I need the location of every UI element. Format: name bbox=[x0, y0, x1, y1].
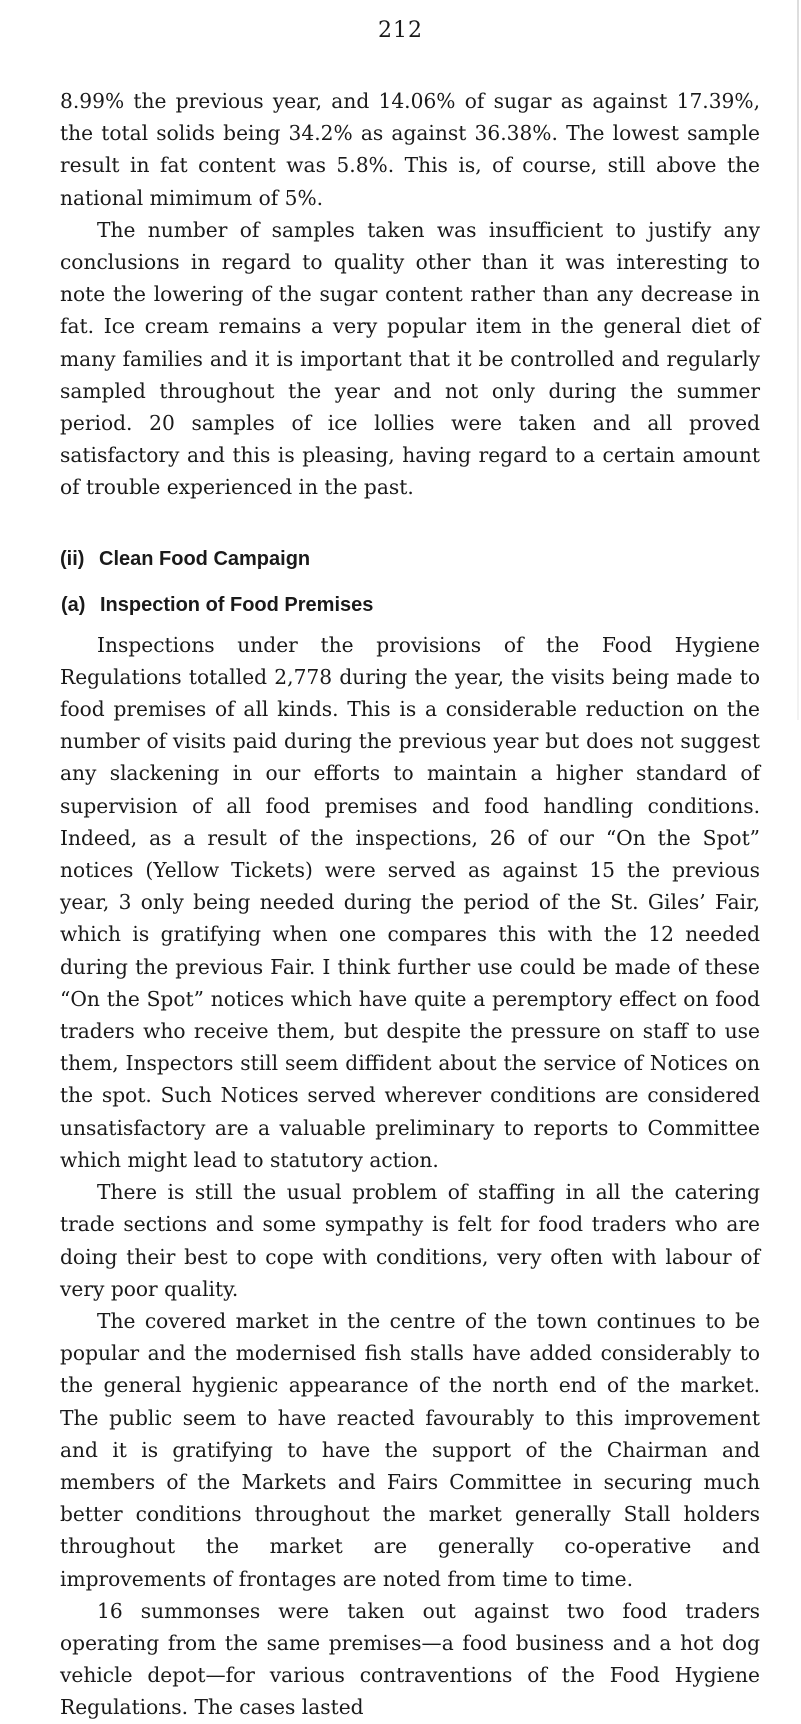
subsection-heading-inspection bbox=[61, 590, 760, 620]
section-heading-clean-food-campaign bbox=[60, 544, 760, 574]
paragraph-staffing: There is still the usual problem of staffing in all the catering trade sections and some sympathy is felt for food traders who are doing their best to cope with conditions, very often with labour of very poor quality. bbox=[60, 1180, 760, 1301]
page-body bbox=[60, 85, 760, 1724]
page-number: 212 bbox=[378, 18, 423, 43]
paragraph-ice-cream-conclusions: The number of samples taken was insufficient to justify any conclusions in regard to quality other than it was interesting to note the lowering of the sugar content rather than any decrease in fat. Ice cream remains a very popular item in the general diet of many families and it is important that it be controlled and regularly sampled throughout the year and not only during the summer period. 20 samples of ice lollies were taken and all proved satisfactory and this is pleasing, having regard to a certain amount of trouble experienced in the past. bbox=[60, 217, 760, 500]
subsection-title: Inspection of Food Premises bbox=[100, 593, 374, 616]
paragraph-summonses: 16 summonses were taken out against two food traders operating from the same premises—a food business and a hot dog vehicle depot—for various contraventions of the Food Hygiene Regulations. The cases lasted bbox=[60, 1598, 760, 1720]
section-number: (ii) bbox=[60, 547, 85, 570]
section-title: Clean Food Campaign bbox=[99, 547, 311, 570]
paragraph-inspections: Inspections under the provisions of the Food Hygiene Regulations totalled 2,778 during the year, the visits being made to food premises of all kinds. This is a considerable reduction on the number of visits paid during the previous year but does not suggest any slackening in our efforts to maintain a higher standard of supervision of all food premises and food handling conditions. Indeed, as a result of the inspections, 26 of our “On the Spot” notices (Yellow Tickets) were served as against 15 the previous year, 3 only being needed during the period of the St. Giles’ Fair, which is gratifying when one compares this with the 12 needed during the previous Fair. I think further use could be made of these “On the Spot” notices which have quite a peremptory effect on food traders who receive them, but despite the pressure on staff to use them, Inspectors still seem diffident about the service of Notices on the spot. Such Notices served wherever conditions are considered unsatisfactory are a valuable preliminary to reports to Committee which might lead to statutory action. bbox=[60, 632, 760, 1172]
paragraph-ice-cream-results: 8.99% the previous year, and 14.06% of sugar as against 17.39%, the total solids being 34.2% as against 36.38%. The lowest sample result in fat content was 5.8%. This is, of course, still above the national mimimum of 5%. bbox=[60, 89, 760, 210]
paragraph-covered-market: The covered market in the centre of the town continues to be popular and the modernised fish stalls have added considerably to the general hygienic appearance of the north end of the market. The public seem to have reacted favourably to this improvement and it is gratifying to have the support of the Chairman and members of the Markets and Fairs Committee in securing much better conditions throughout the market generally Stall holders throughout the market are generally co-operative and improvements of frontages are noted from time to time. bbox=[60, 1308, 760, 1591]
subsection-number: (a) bbox=[61, 593, 86, 616]
page-edge-shadow bbox=[797, 0, 799, 720]
